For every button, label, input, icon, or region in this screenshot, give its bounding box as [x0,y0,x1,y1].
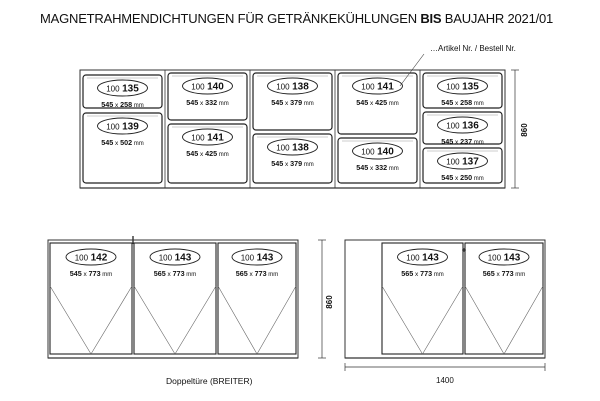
article-num: 143 [174,252,192,264]
article-number [75,253,108,264]
dim-unit: mm [132,103,144,109]
article-num: 141 [207,132,224,144]
dim-width: 545 [101,138,114,147]
article-num: 136 [462,120,479,132]
dim-x: x [113,140,121,147]
article-prefix: 100 [276,82,290,92]
dim-x: x [198,151,206,158]
dim-unit: mm [302,162,314,168]
artikel-legend-text: Artikel Nr. / Bestell Nr. [438,44,516,53]
dim-x: x [453,175,461,182]
dim-x: x [81,271,89,278]
article-prefix: 100 [446,121,460,131]
door-caption: Doppeltüre (BREITER) [166,376,253,386]
dim-width: 545 [441,98,454,107]
article-num: 143 [256,252,274,264]
article-prefix: 100 [191,82,205,92]
dim-unit: mm [217,101,229,107]
dim-unit: mm [513,272,526,278]
dim-x: x [368,100,376,107]
article-number [406,253,439,264]
article-prefix: 100 [446,157,460,167]
dim-unit: mm [266,272,279,278]
article-num: 140 [377,146,394,158]
dim-height: 237 [460,137,473,146]
title-bold: BIS [420,11,442,26]
article-num: 140 [207,81,224,93]
bottom-height-label [325,295,334,309]
bottom-height: 860 [325,295,334,309]
dim-width: 565 [235,269,248,278]
dim-unit: mm [217,152,229,158]
dim-width: 545 [441,173,454,182]
dim-height: 425 [205,149,218,158]
dim-x: x [113,102,121,109]
article-num: 142 [90,252,108,264]
article-number [106,122,139,133]
dim-unit: mm [432,272,444,278]
article-num: 139 [122,121,139,133]
article-prefix: 100 [191,133,205,143]
article-number [191,82,224,93]
dim-x: x [494,271,502,278]
top-height-label [520,123,529,137]
artikel-legend: …Artikel Nr. / Bestell Nr. [430,44,516,53]
dim-unit: mm [472,140,484,146]
article-prefix: 100 [158,253,173,263]
article-number [446,157,479,168]
dim-unit: mm [132,141,144,147]
dim-width: 545 [186,149,199,158]
title-before: MAGNETRAHMENDICHTUNGEN FÜR GETRÄNKEKÜHLUNGEN [40,11,421,26]
title-after: BAUJAHR 2021/01 [441,11,554,26]
article-number [361,82,394,93]
article-number [106,84,139,95]
article-number [446,121,479,132]
dim-height: 773 [172,269,185,278]
article-number [276,82,309,93]
dim-x: x [283,161,291,168]
article-num: 138 [292,81,309,93]
article-number [191,133,224,144]
dim-unit: mm [387,101,399,107]
article-prefix: 100 [240,253,255,263]
dim-width: 545 [356,98,369,107]
dim-height: 502 [120,138,133,147]
dim-height: 379 [290,159,303,168]
article-number [446,82,479,93]
article-num: 138 [292,142,309,154]
article-num: 137 [462,156,479,168]
width-label: 1400 [436,376,454,385]
dim-unit: mm [302,101,314,107]
article-prefix: 100 [487,253,502,263]
article-number [488,253,521,264]
dim-height: 773 [254,269,267,278]
dim-width: 545 [271,98,284,107]
article-prefix: 100 [361,147,375,157]
dim-width: 565 [153,269,166,278]
article-number [159,253,192,264]
dim-unit: mm [472,176,484,182]
dim-height: 258 [460,98,473,107]
dim-height: 773 [88,269,101,278]
dim-height: 379 [290,98,303,107]
article-number [276,143,309,154]
article-num: 135 [122,83,139,95]
dim-x: x [247,271,255,278]
dim-width: 545 [101,100,114,109]
dim-width: 545 [186,98,199,107]
dim-height: 258 [120,100,133,109]
article-prefix: 100 [276,143,290,153]
dim-x: x [453,139,461,146]
dim-x: x [198,100,206,107]
article-num: 135 [462,81,479,93]
article-num: 143 [503,252,521,264]
article-prefix: 100 [106,84,120,94]
article-prefix: 100 [74,253,89,263]
dim-height: 332 [205,98,218,107]
article-prefix: 100 [406,253,420,263]
dim-x: x [283,100,291,107]
dim-width: 545 [271,159,284,168]
article-prefix: 100 [106,122,120,132]
dim-width: 545 [441,137,454,146]
dim-unit: mm [184,272,197,278]
dim-width: 545 [69,269,82,278]
article-num: 141 [377,81,394,93]
dim-unit: mm [387,166,399,172]
article-number [361,147,394,158]
dim-height: 332 [375,163,388,172]
dim-width: 545 [356,163,369,172]
dim-height: 773 [501,269,514,278]
dim-height: 773 [420,269,433,278]
dim-height: 425 [375,98,388,107]
dim-x: x [368,165,376,172]
lock-dot [462,248,466,252]
article-number [241,253,274,264]
article-prefix: 100 [361,82,375,92]
dim-width: 565 [482,269,495,278]
article-prefix: 100 [446,82,460,92]
dim-x: x [165,271,173,278]
dim-unit: mm [100,272,113,278]
dim-unit: mm [472,101,484,107]
dim-x: x [453,100,461,107]
article-num: 143 [422,252,439,264]
dim-height: 250 [460,173,473,182]
top-height: 860 [520,123,529,137]
dim-x: x [413,271,421,278]
dim-width: 565 [401,269,414,278]
